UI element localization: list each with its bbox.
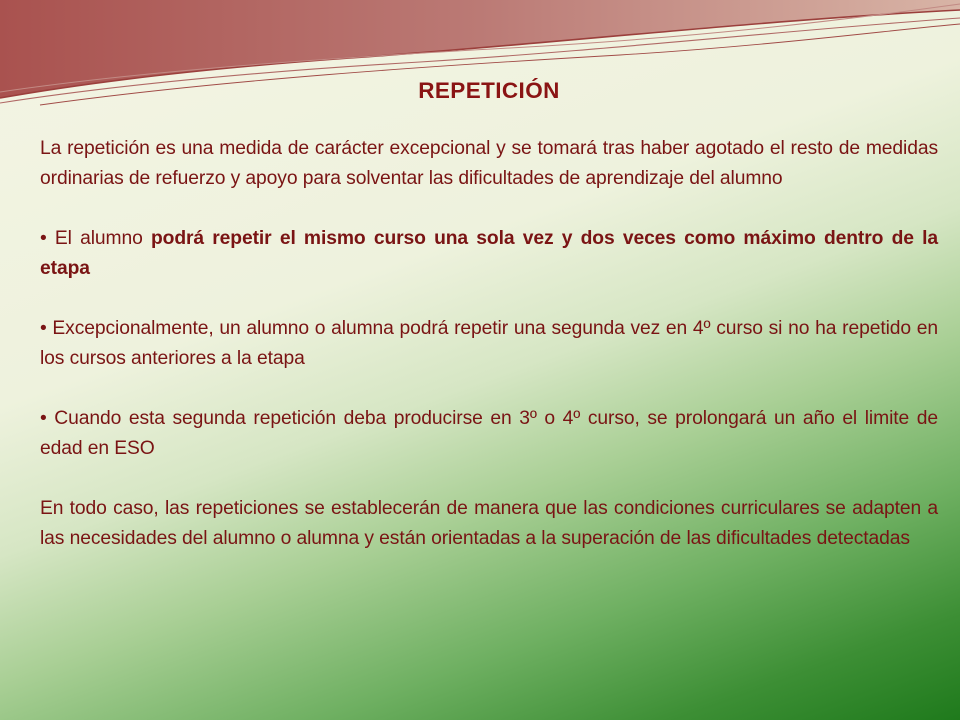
bullet-item-3 <box>40 404 938 464</box>
bullet-2-text: Excepcionalmente, un alumno o alumna podrá repetir una segunda vez en 4º curso si no ha repetido en los cursos anteriores a la etapa <box>40 318 938 369</box>
slide-content <box>40 78 938 584</box>
bullet-marker: • <box>40 318 47 339</box>
bullet-marker: • <box>40 408 47 429</box>
slide-title: REPETICIÓN <box>418 78 560 103</box>
bullet-1-bold-text: podrá repetir el mismo curso una sola vez y dos veces como máximo dentro de la etapa <box>40 228 938 279</box>
bullet-item-1 <box>40 224 938 284</box>
closing-paragraph: En todo caso, las repeticiones se establecerán de manera que las condiciones curriculares se adapten a las necesidades del alumno o alumna y están orientadas a la superación de las dificultades detectadas <box>40 498 938 549</box>
bullet-item-2 <box>40 314 938 374</box>
bullet-marker: • <box>40 228 47 249</box>
intro-paragraph: La repetición es una medida de carácter excepcional y se tomará tras haber agotado el resto de medidas ordinarias de refuerzo y apoyo para solventar las dificultades de aprendizaje del alumno <box>40 138 938 189</box>
bullet-3-text: Cuando esta segunda repetición deba producirse en 3º o 4º curso, se prolongará un año el limite de edad en ESO <box>40 408 938 459</box>
bullet-1-prefix: El alumno <box>54 228 151 249</box>
